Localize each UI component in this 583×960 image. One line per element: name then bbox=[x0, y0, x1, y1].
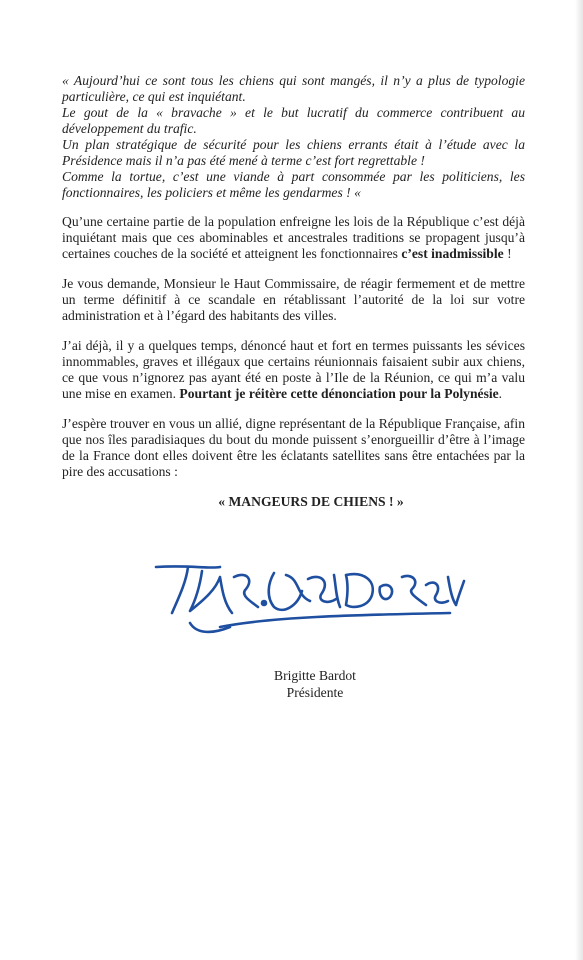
letter-body bbox=[62, 73, 525, 510]
signer-role: Présidente bbox=[286, 685, 344, 700]
paragraph-3-bold: Pourtant je réitère cette dénonciation pour la Polynésie bbox=[179, 386, 499, 401]
quote-line: Un plan stratégique de sécurité pour les chiens errants était à l’étude avec la Présidence mais il n’a pas été mené à terme c’est fort regrettable ! bbox=[62, 137, 525, 168]
signature-block bbox=[240, 667, 390, 701]
paragraph-1-bold: c’est inadmissible bbox=[401, 246, 504, 261]
paragraph-4: J’espère trouver en vous un allié, digne représentant de la République Française, afin que nos îles paradisiaques du bout du monde puissent s’enorgueillir d’être à l’image de la France dont elles doivent être les éclatants satellites sans être entachées par la pire des accusations : bbox=[62, 416, 525, 479]
quote-line: Le gout de la « bravache » et le but lucratif du commerce contribuent au développement du trafic. bbox=[62, 105, 525, 136]
paragraph-1-end: ! bbox=[503, 246, 512, 261]
signer-name: Brigitte Bardot bbox=[274, 668, 356, 683]
quote-line: Comme la tortue, c’est une viande à part consommée par les politiciens, les fonctionnaires, les policiers et même les gendarmes ! « bbox=[62, 169, 525, 200]
paragraph-3-text: J’ai déjà, il y a quelques temps, dénoncé haut et fort en termes puissants les sévices innommables, graves et illégaux que certains réunionnais faisaient subir aux chiens, ce que vous n’ignorez pas ayant été en poste à l’Ile de la Réunion, ce qui m’a valu une mise en examen. bbox=[62, 338, 525, 401]
page-edge-shadow bbox=[575, 0, 583, 960]
paragraph-1-text: Qu’une certaine partie de la population enfreigne les lois de la République c’est déjà inquiétant mais que ces abominables et ancestrales traditions se propagent jusqu’à certaines couches de la société et atteignent les fonctionnaires bbox=[62, 214, 525, 261]
paragraph-3 bbox=[62, 338, 525, 402]
closing-headline: « MANGEURS DE CHIENS ! » bbox=[218, 494, 404, 509]
paragraph-1 bbox=[62, 214, 525, 262]
paragraph-2: Je vous demande, Monsieur le Haut Commissaire, de réagir fermement et de mettre un terme définitif à ce scandale en rétablissant l’autorité de la loi sur votre administration et à l’égard des habitants des villes. bbox=[62, 276, 525, 323]
quote-block bbox=[62, 73, 525, 201]
paragraph-3-end: . bbox=[498, 386, 503, 401]
handwritten-signature bbox=[150, 555, 470, 645]
signature-drawing bbox=[150, 555, 470, 645]
quote-line: « Aujourd’hui ce sont tous les chiens qui sont mangés, il n’y a plus de typologie particulière, ce qui est inquiétant. bbox=[62, 73, 525, 104]
